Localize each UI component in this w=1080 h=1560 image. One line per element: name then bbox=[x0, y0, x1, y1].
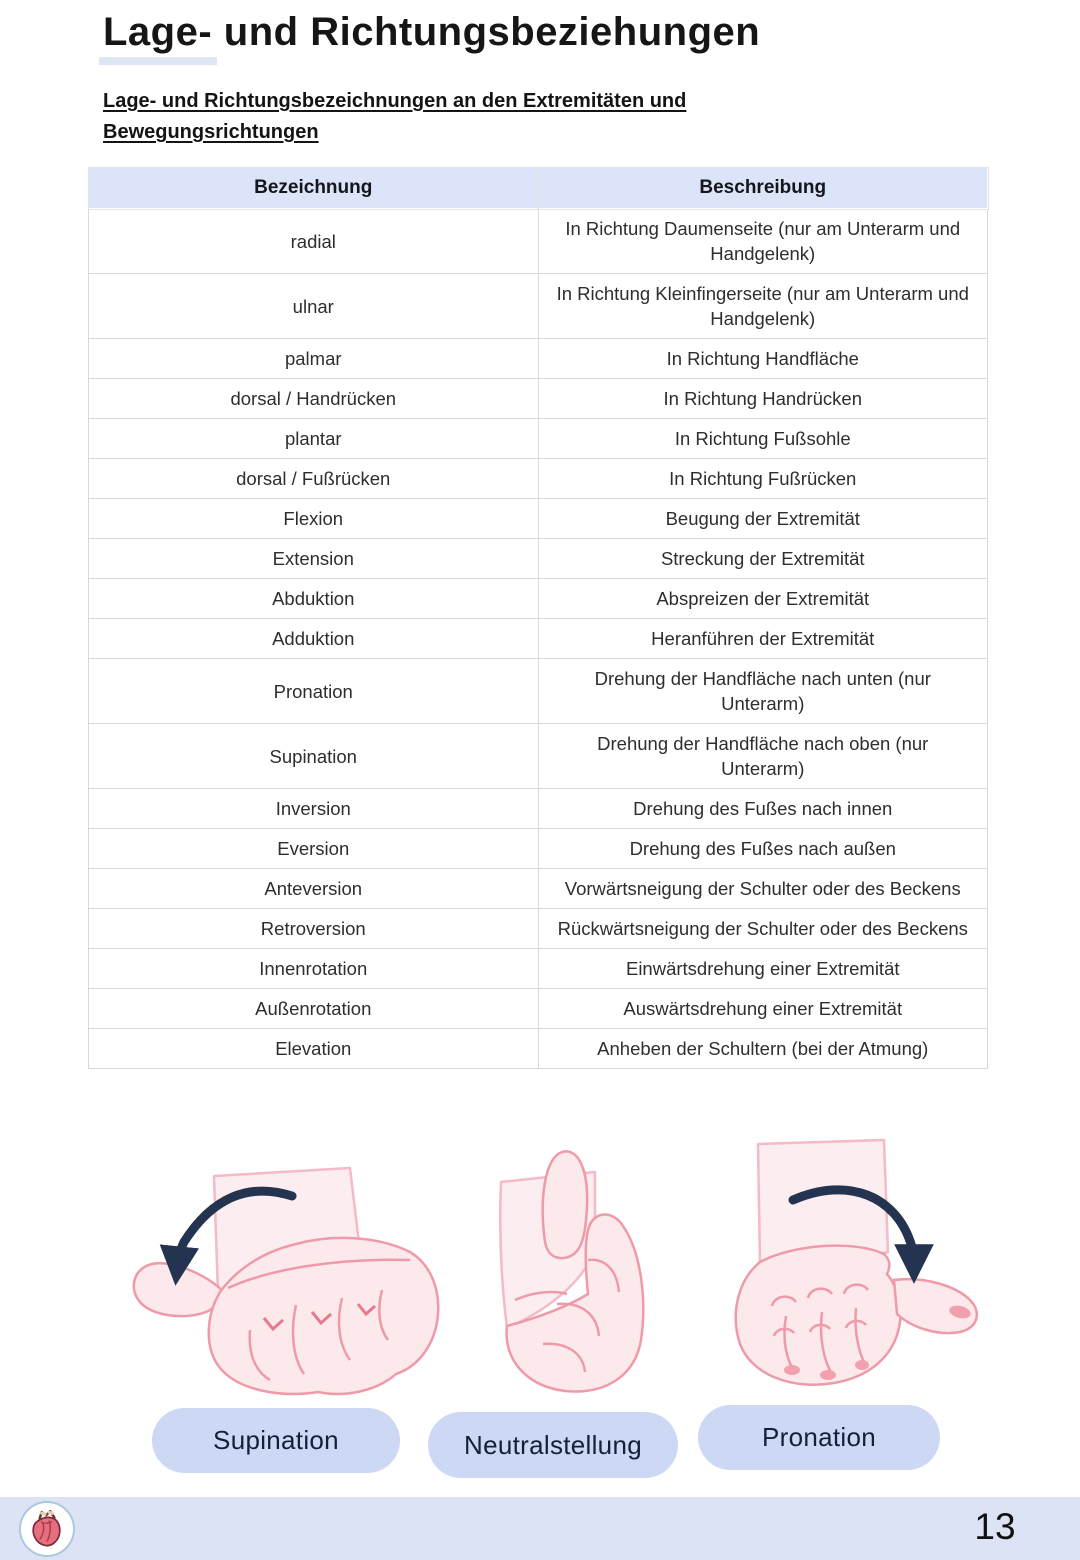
term-cell: Anteversion bbox=[89, 869, 539, 909]
table-row bbox=[89, 379, 988, 419]
term-cell: palmar bbox=[89, 339, 539, 379]
term-cell: dorsal / Handrücken bbox=[89, 379, 539, 419]
description-cell: In Richtung Fußrücken bbox=[538, 459, 988, 499]
table-row bbox=[89, 619, 988, 659]
table-row bbox=[89, 339, 988, 379]
description-cell: Streckung der Extremität bbox=[538, 539, 988, 579]
term-cell: ulnar bbox=[89, 274, 539, 339]
term-cell: Adduktion bbox=[89, 619, 539, 659]
description-cell: Anheben der Schultern (bei der Atmung) bbox=[538, 1029, 988, 1069]
description-cell: In Richtung Daumenseite (nur am Unterarm und Handgelenk) bbox=[538, 209, 988, 274]
heart-logo bbox=[19, 1501, 75, 1557]
table-row bbox=[89, 659, 988, 724]
description-cell: In Richtung Kleinfingerseite (nur am Unterarm und Handgelenk) bbox=[538, 274, 988, 339]
description-cell: In Richtung Handrücken bbox=[538, 379, 988, 419]
description-cell: Drehung des Fußes nach außen bbox=[538, 829, 988, 869]
description-cell: Drehung der Handfläche nach unten (nur Unterarm) bbox=[538, 659, 988, 724]
table-row bbox=[89, 829, 988, 869]
term-cell: radial bbox=[89, 209, 539, 274]
table-row bbox=[89, 419, 988, 459]
description-cell: Auswärtsdrehung einer Extremität bbox=[538, 989, 988, 1029]
term-cell: Elevation bbox=[89, 1029, 539, 1069]
description-cell: Rückwärtsneigung der Schulter oder des Beckens bbox=[538, 909, 988, 949]
table-row bbox=[89, 274, 988, 339]
description-cell: In Richtung Handfläche bbox=[538, 339, 988, 379]
table-row bbox=[89, 789, 988, 829]
section-subtitle: Lage- und Richtungsbezeichnungen an den Extremitäten und Bewegungsrichtungen bbox=[103, 90, 687, 143]
description-cell: Abspreizen der Extremität bbox=[538, 579, 988, 619]
term-cell: Innenrotation bbox=[89, 949, 539, 989]
table-header-row bbox=[89, 168, 988, 209]
column-header-bezeichnung: Bezeichnung bbox=[89, 168, 539, 209]
description-cell: Drehung des Fußes nach innen bbox=[538, 789, 988, 829]
label-neutralstellung: Neutralstellung bbox=[428, 1412, 678, 1478]
table-row bbox=[89, 1029, 988, 1069]
table-row bbox=[89, 909, 988, 949]
description-cell: Einwärtsdrehung einer Extremität bbox=[538, 949, 988, 989]
table-row bbox=[89, 499, 988, 539]
description-cell: Beugung der Extremität bbox=[538, 499, 988, 539]
label-supination: Supination bbox=[152, 1408, 400, 1473]
terms-table bbox=[88, 167, 988, 1069]
table-body bbox=[89, 209, 988, 1069]
label-pronation: Pronation bbox=[698, 1405, 940, 1470]
description-cell: Drehung der Handfläche nach oben (nur Unterarm) bbox=[538, 724, 988, 789]
table-row bbox=[89, 724, 988, 789]
term-cell: Supination bbox=[89, 724, 539, 789]
table-row bbox=[89, 949, 988, 989]
supinated-hand-icon bbox=[110, 1140, 490, 1400]
neutral-hand-icon bbox=[445, 1142, 665, 1402]
description-cell: Heranführen der Extremität bbox=[538, 619, 988, 659]
table-row bbox=[89, 209, 988, 274]
term-cell: Pronation bbox=[89, 659, 539, 724]
term-cell: Extension bbox=[89, 539, 539, 579]
term-cell: Retroversion bbox=[89, 909, 539, 949]
footer-band bbox=[0, 1497, 1080, 1560]
table-row bbox=[89, 579, 988, 619]
term-cell: Flexion bbox=[89, 499, 539, 539]
table-row bbox=[89, 989, 988, 1029]
term-cell: Eversion bbox=[89, 829, 539, 869]
description-cell: Vorwärtsneigung der Schulter oder des Beckens bbox=[538, 869, 988, 909]
page-title: Lage- und Richtungsbeziehungen bbox=[103, 10, 761, 54]
description-cell: In Richtung Fußsohle bbox=[538, 419, 988, 459]
table-row bbox=[89, 459, 988, 499]
pronated-hand-icon bbox=[698, 1138, 988, 1393]
term-cell: dorsal / Fußrücken bbox=[89, 459, 539, 499]
anatomical-heart-icon bbox=[26, 1508, 68, 1550]
table-row bbox=[89, 539, 988, 579]
page-number: 13 bbox=[974, 1506, 1016, 1547]
term-cell: Inversion bbox=[89, 789, 539, 829]
title-underline-decoration bbox=[99, 57, 217, 65]
column-header-beschreibung: Beschreibung bbox=[538, 168, 988, 209]
term-cell: Abduktion bbox=[89, 579, 539, 619]
table-header bbox=[89, 168, 988, 209]
term-cell: plantar bbox=[89, 419, 539, 459]
table-row bbox=[89, 869, 988, 909]
term-cell: Außenrotation bbox=[89, 989, 539, 1029]
